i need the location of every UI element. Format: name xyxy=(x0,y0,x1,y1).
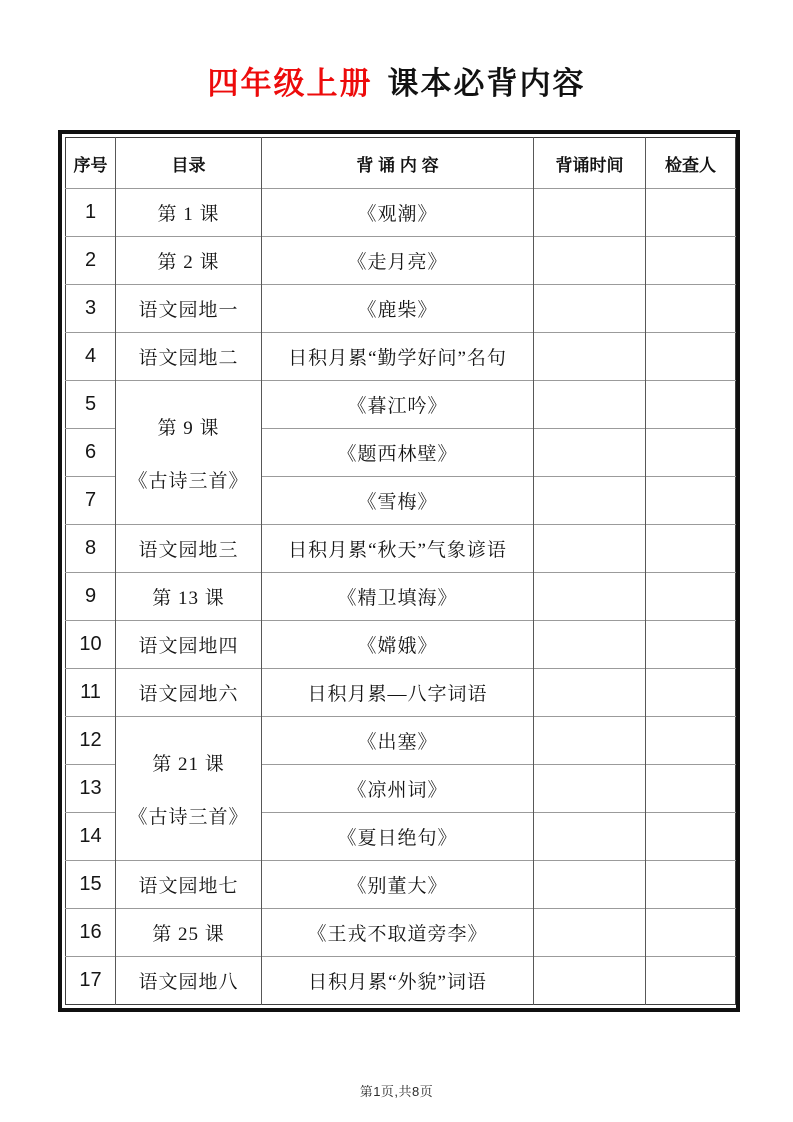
title-rest: 课本必背内容 xyxy=(387,66,586,101)
table-row xyxy=(66,525,736,573)
checker-cell xyxy=(646,429,736,477)
catalog-cell: 第 1 课 xyxy=(116,189,262,237)
page-title xyxy=(0,58,793,103)
catalog-merged-line1: 第 9 课 xyxy=(157,417,220,439)
table-row xyxy=(66,285,736,333)
recite-time-cell xyxy=(534,813,646,861)
recite-time-cell xyxy=(534,429,646,477)
row-number-cell: 13 xyxy=(66,765,116,813)
content-cell: 《夏日绝句》 xyxy=(262,813,534,861)
recite-time-cell xyxy=(534,189,646,237)
checker-cell xyxy=(646,621,736,669)
content-cell: 《暮江吟》 xyxy=(262,381,534,429)
table-row xyxy=(66,909,736,957)
content-cell: 日积月累—八字词语 xyxy=(262,669,534,717)
header-catalog: 目录 xyxy=(116,138,262,189)
catalog-cell: 语文园地二 xyxy=(116,333,262,381)
content-cell: 《嫦娥》 xyxy=(262,621,534,669)
checker-cell xyxy=(646,525,736,573)
row-number-cell: 4 xyxy=(66,333,116,381)
row-number-cell: 12 xyxy=(66,717,116,765)
row-number-cell: 6 xyxy=(66,429,116,477)
recite-time-cell xyxy=(534,285,646,333)
checker-cell xyxy=(646,813,736,861)
checker-cell xyxy=(646,573,736,621)
recite-time-cell xyxy=(534,909,646,957)
row-number-cell: 3 xyxy=(66,285,116,333)
catalog-merged-line2: 《古诗三首》 xyxy=(128,470,249,492)
table-row xyxy=(66,669,736,717)
content-cell: 《出塞》 xyxy=(262,717,534,765)
recite-time-cell xyxy=(534,765,646,813)
catalog-cell: 语文园地四 xyxy=(116,621,262,669)
content-cell: 《鹿柴》 xyxy=(262,285,534,333)
catalog-cell: 语文园地八 xyxy=(116,957,262,1005)
content-cell: 《题西林壁》 xyxy=(262,429,534,477)
table-row xyxy=(66,573,736,621)
table-row xyxy=(66,381,736,429)
row-number-cell: 17 xyxy=(66,957,116,1005)
recite-time-cell xyxy=(534,573,646,621)
row-number-cell: 5 xyxy=(66,381,116,429)
catalog-merged-cell-lesson21 xyxy=(116,717,262,861)
row-number-cell: 9 xyxy=(66,573,116,621)
checker-cell xyxy=(646,333,736,381)
recite-time-cell xyxy=(534,957,646,1005)
page-number-footer: 第1页,共8页 xyxy=(359,1084,434,1099)
content-cell: 《精卫填海》 xyxy=(262,573,534,621)
row-number-cell: 8 xyxy=(66,525,116,573)
catalog-merged-line1: 第 21 课 xyxy=(152,753,225,775)
content-cell: 《观潮》 xyxy=(262,189,534,237)
recite-time-cell xyxy=(534,669,646,717)
row-number-cell: 7 xyxy=(66,477,116,525)
recite-time-cell xyxy=(534,477,646,525)
row-number-cell: 10 xyxy=(66,621,116,669)
table-row xyxy=(66,237,736,285)
catalog-cell: 语文园地一 xyxy=(116,285,262,333)
table-row xyxy=(66,717,736,765)
content-cell: 《凉州词》 xyxy=(262,765,534,813)
row-number-cell: 1 xyxy=(66,189,116,237)
checker-cell xyxy=(646,861,736,909)
table-row xyxy=(66,957,736,1005)
catalog-cell: 第 13 课 xyxy=(116,573,262,621)
checker-cell xyxy=(646,909,736,957)
recite-time-cell xyxy=(534,525,646,573)
checker-cell xyxy=(646,669,736,717)
header-content: 背 诵 内 容 xyxy=(262,138,534,189)
recite-time-cell xyxy=(534,381,646,429)
row-number-cell: 16 xyxy=(66,909,116,957)
catalog-merged-cell-lesson9 xyxy=(116,381,262,525)
checker-cell xyxy=(646,717,736,765)
row-number-cell: 15 xyxy=(66,861,116,909)
checker-cell xyxy=(646,957,736,1005)
catalog-cell: 语文园地七 xyxy=(116,861,262,909)
title-volume: 四年级上册 xyxy=(207,66,373,101)
checker-cell xyxy=(646,285,736,333)
recite-time-cell xyxy=(534,861,646,909)
recitation-table-frame xyxy=(58,130,740,1012)
table-row xyxy=(66,861,736,909)
header-recite-time: 背诵时间 xyxy=(534,138,646,189)
recite-time-cell xyxy=(534,621,646,669)
table-row xyxy=(66,621,736,669)
catalog-cell: 语文园地六 xyxy=(116,669,262,717)
content-cell: 日积月累“外貌”词语 xyxy=(262,957,534,1005)
catalog-merged-line2: 《古诗三首》 xyxy=(128,806,249,828)
recite-time-cell xyxy=(534,333,646,381)
table-row xyxy=(66,189,736,237)
content-cell: 《王戎不取道旁李》 xyxy=(262,909,534,957)
recite-time-cell xyxy=(534,237,646,285)
row-number-cell: 2 xyxy=(66,237,116,285)
catalog-cell: 第 2 课 xyxy=(116,237,262,285)
header-checker: 检查人 xyxy=(646,138,736,189)
row-number-cell: 14 xyxy=(66,813,116,861)
content-cell: 日积月累“勤学好问”名句 xyxy=(262,333,534,381)
header-serial: 序号 xyxy=(66,138,116,189)
checker-cell xyxy=(646,189,736,237)
table-row xyxy=(66,333,736,381)
header-row xyxy=(66,138,736,189)
checker-cell xyxy=(646,237,736,285)
content-cell: 《走月亮》 xyxy=(262,237,534,285)
recite-time-cell xyxy=(534,717,646,765)
checker-cell xyxy=(646,381,736,429)
recitation-table xyxy=(65,137,736,1005)
content-cell: 《雪梅》 xyxy=(262,477,534,525)
catalog-cell: 语文园地三 xyxy=(116,525,262,573)
catalog-cell: 第 25 课 xyxy=(116,909,262,957)
checker-cell xyxy=(646,765,736,813)
content-cell: 日积月累“秋天”气象谚语 xyxy=(262,525,534,573)
row-number-cell: 11 xyxy=(66,669,116,717)
checker-cell xyxy=(646,477,736,525)
content-cell: 《别董大》 xyxy=(262,861,534,909)
